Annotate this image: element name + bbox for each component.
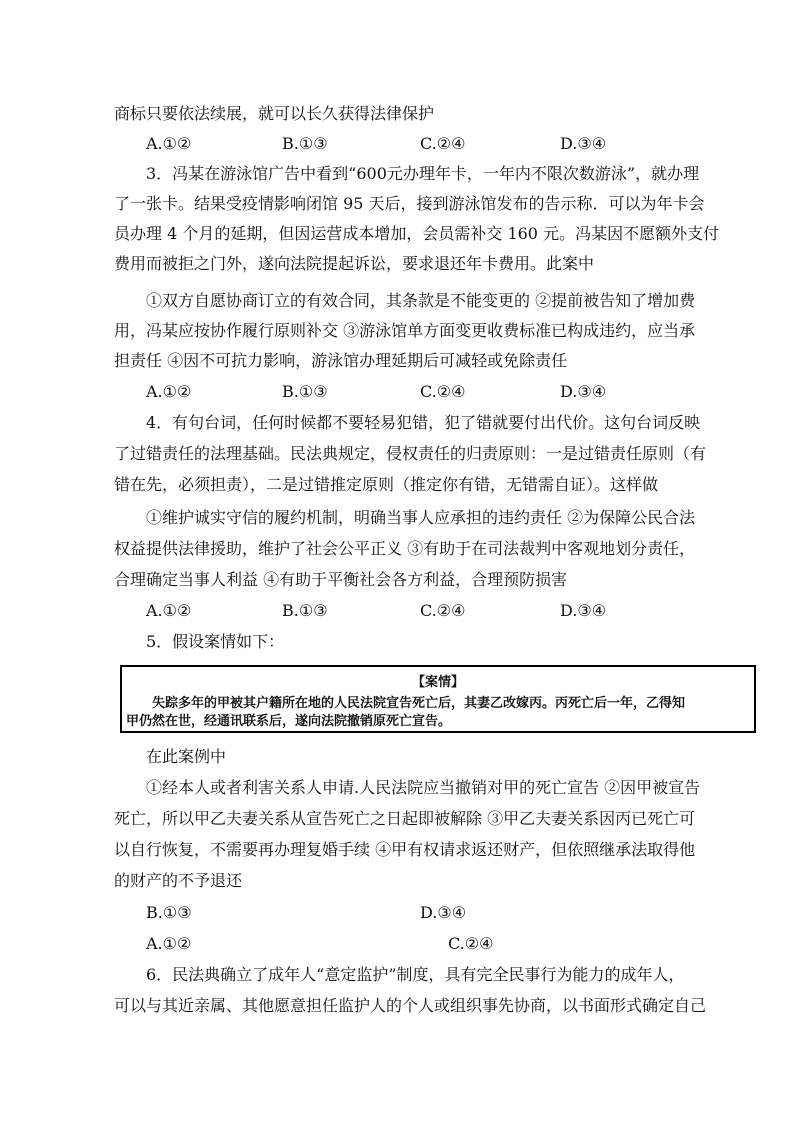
q4-option-b: B.①③ [282, 601, 328, 620]
q5-intro: 5．假设案情如下： [146, 632, 285, 651]
q5-statement-1: ①经本人或者利害关系人申请.人民法院应当撤销对甲的死亡宣告 ②因甲被宣告 [146, 778, 701, 797]
q3-option-d: D.③④ [560, 382, 607, 401]
q3-line-1: 3．冯某在游泳馆广告中看到“600元办理年卡，一年内不限次数游泳”，就办理 [146, 164, 700, 183]
q2-option-a: A.①② [146, 134, 192, 153]
q3-statement-3: 担责任 ④因不可抗力影响，游泳馆办理延期后可减轻或免除责任 [114, 351, 568, 370]
q4-line-2: 了过错责任的法理基础。民法典规定，侵权责任的归责原则：一是过错责任原则（有 [114, 444, 707, 463]
q3-line-2: 了一张卡。结果受疫情影响闭馆 95 天后，接到游泳馆发布的告示称．可以为年卡会 [114, 194, 705, 213]
case-line-2: 甲仍然在世，经通讯联系后，遂向法院撤销原死亡宣告。 [126, 714, 452, 729]
case-title: 【案情】 [411, 675, 464, 690]
q2-option-b: B.①③ [282, 134, 328, 153]
q2-option-c: C.②④ [420, 134, 466, 153]
q5-option-d: D.③④ [420, 903, 467, 922]
q6-line-2: 可以与其近亲属、其他愿意担任监护人的个人或组织事先协商，以书面形式确定自己 [114, 996, 707, 1015]
q5-option-b: B.①③ [146, 903, 192, 922]
q3-statement-1: ①双方自愿协商订立的有效合同，其条款是不能变更的 ②提前被告知了增加费 [146, 291, 696, 310]
case-line-1: 失踪多年的甲被其户籍所在地的人民法院宣告死亡后，其妻乙改嫁丙。丙死亡后一年，乙得知 [152, 696, 686, 711]
q4-line-1: 4．有句台词，任何时候都不要轻易犯错，犯了错就要付出代价。这句台词反映 [146, 413, 701, 432]
q3-line-4: 费用而被拒之门外，遂向法院提起诉讼，要求退还年卡费用。此案中 [114, 254, 595, 273]
q4-statement-2: 权益提供法律援助，维护了社会公平正义 ③有助于在司法裁判中客观地划分责任， [114, 539, 696, 558]
q2-option-d: D.③④ [560, 134, 607, 153]
q5-lead: 在此案例中 [146, 747, 227, 766]
q3-option-b: B.①③ [282, 382, 328, 401]
q3-option-c: C.②④ [420, 382, 466, 401]
q3-line-3: 员办理 4 个月的延期，但因运营成本增加，会员需补交 160 元。冯某因不愿额外支付 [114, 224, 720, 243]
q3-option-a: A.①② [146, 382, 192, 401]
q4-option-d: D.③④ [560, 601, 607, 620]
case-box [120, 665, 756, 733]
q2-tail-text: 商标只要依法续展，就可以长久获得法律保护 [114, 104, 435, 123]
q5-option-c: C.②④ [448, 934, 494, 953]
q5-statement-3: 以自行恢复，不需要再办理复婚手续 ④甲有权请求返还财产，但依照继承法取得他 [114, 840, 696, 859]
q5-option-a: A.①② [146, 934, 192, 953]
q5-statement-4: 的财产的不予退还 [114, 871, 243, 890]
q4-line-3: 错在先，必须担责），二是过错推定原则（推定你有错，无错需自证）。这样做 [114, 475, 659, 494]
q4-statement-3: 合理确定当事人利益 ④有助于平衡社会各方利益，合理预防损害 [114, 570, 568, 589]
q4-option-a: A.①② [146, 601, 192, 620]
q4-statement-1: ①维护诚实守信的履约机制，明确当事人应承担的违约责任 ②为保障公民合法 [146, 508, 696, 527]
q6-line-1: 6．民法典确立了成年人“意定监护”制度，具有完全民事行为能力的成年人， [146, 965, 685, 984]
q4-option-c: C.②④ [420, 601, 466, 620]
q3-statement-2: 用，冯某应按协作履行原则补交 ③游泳馆单方面变更收费标准已构成违约，应当承 [114, 321, 696, 340]
q5-statement-2: 死亡，所以甲乙夫妻关系从宣告死亡之日起即被解除 ③甲乙夫妻关系因丙已死亡可 [114, 809, 696, 828]
